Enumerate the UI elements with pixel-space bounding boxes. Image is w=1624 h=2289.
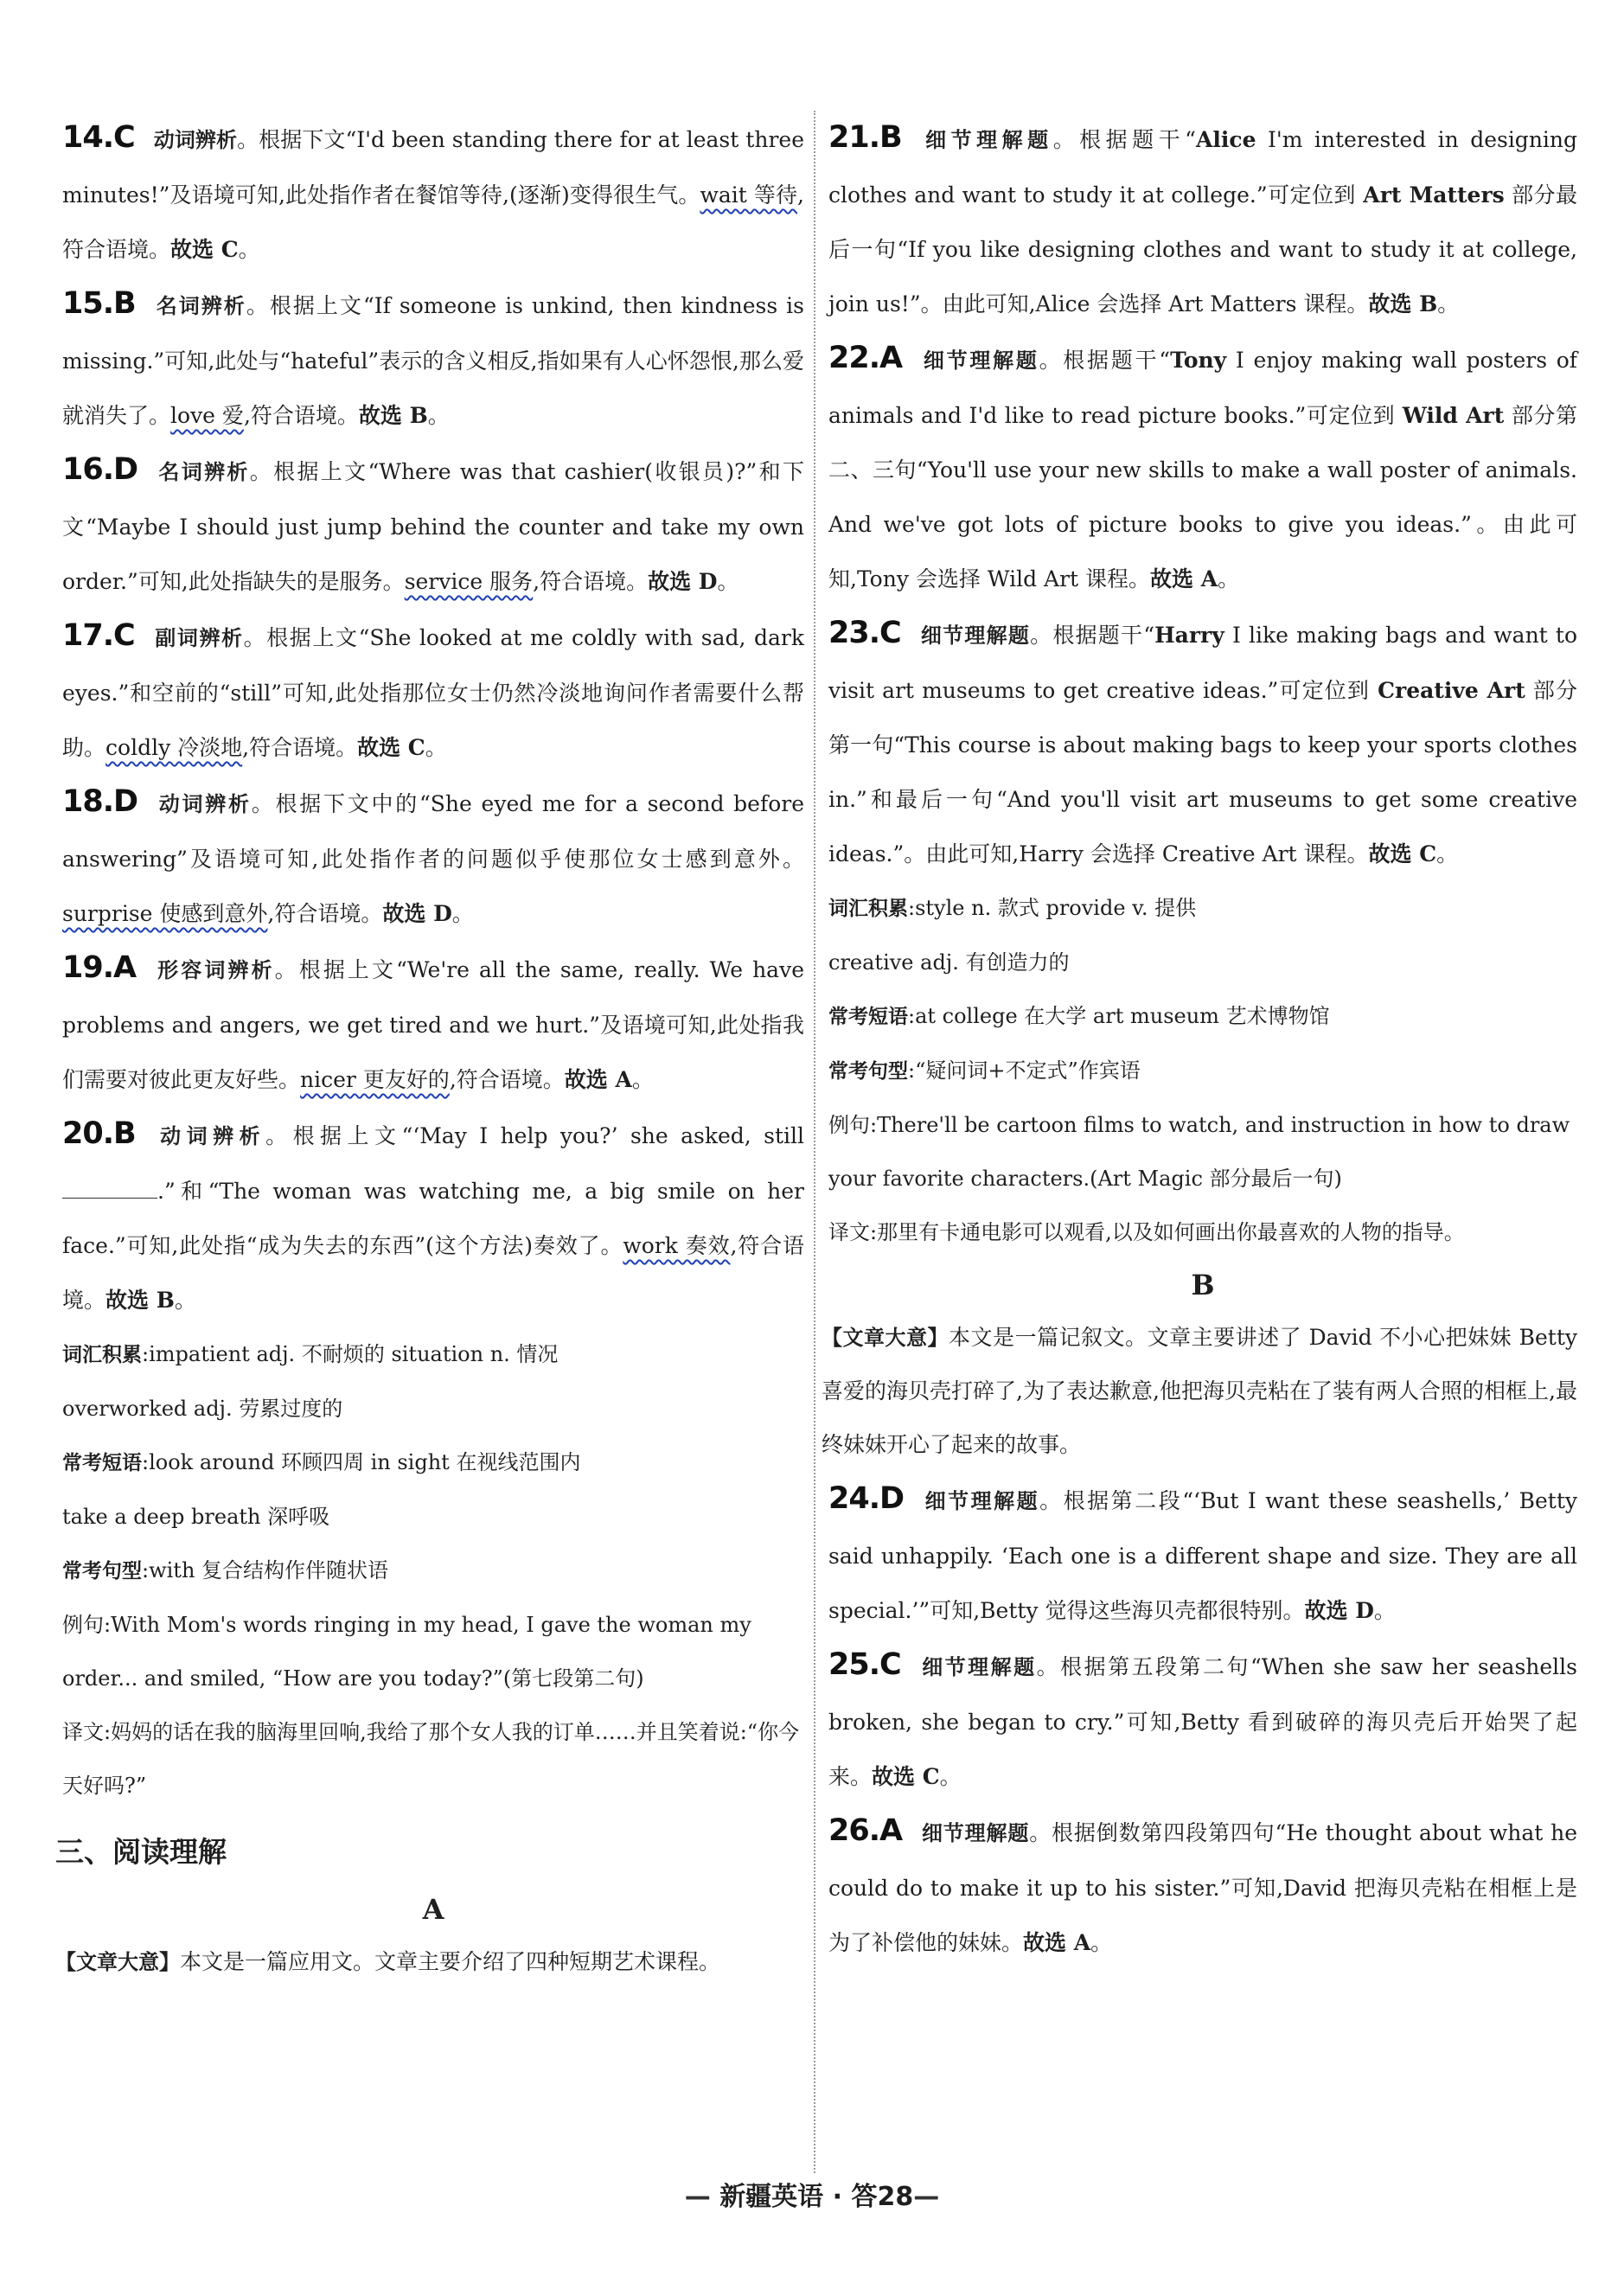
punct: 。 <box>939 1764 962 1789</box>
item-number: 15.B <box>62 286 136 321</box>
item-number: 19.A <box>62 950 137 985</box>
vocab-line <box>62 1598 804 1705</box>
vocab-line <box>828 936 1577 989</box>
item-type: 细节理解题 <box>921 348 1039 373</box>
vocab-line <box>62 1435 804 1490</box>
answer-item <box>62 941 804 1107</box>
punct: 。 <box>1373 1598 1396 1623</box>
answer-choice: 故选 D <box>648 569 718 594</box>
summary-text: 本文是一篇应用文。文章主要介绍了四种短期艺术课程。 <box>180 1949 721 1974</box>
vocab-text: 例句:With Mom's words ringing in my head, I gave the woman my order... and smiled, “How are you today?”(第七段第二句) <box>62 1613 751 1691</box>
passage-letter-a: A <box>422 1893 444 1926</box>
column-divider <box>814 111 815 2173</box>
item-type: 名词辨析 <box>154 294 246 318</box>
key-word: work 奏效 <box>623 1233 731 1258</box>
footer-dot: · <box>832 2182 843 2212</box>
answer-item <box>62 111 804 277</box>
vocab-line <box>828 1205 1577 1259</box>
answer-choice: 故选 D <box>1304 1598 1374 1623</box>
punct: 。 <box>631 1067 654 1092</box>
item-number: 26.A <box>828 1813 903 1848</box>
vocab-text: 译文:妈妈的话在我的脑海里回响,我给了那个女人我的订单……并且笑着说:“你今天好吗?” <box>62 1720 800 1798</box>
vocab-line <box>828 881 1577 936</box>
punct: 。 <box>717 569 739 594</box>
vocab-line <box>62 1490 804 1544</box>
key-word: surprise 使感到意外 <box>62 901 268 926</box>
answer-item <box>62 443 804 609</box>
vocab-label: 词汇积累 <box>62 1344 142 1366</box>
answer-item <box>828 1804 1577 1970</box>
answer-choice: 故选 B <box>105 1288 175 1313</box>
page-number: 答28 <box>851 2182 914 2212</box>
answer-choice: 故选 B <box>358 403 428 428</box>
item-text: .”和“The woman was watching me, a big smile on her face.”可知,此处指“成为失去的东西”(这个方法)奏效了。 <box>62 1179 804 1258</box>
punct: 。 <box>238 237 260 262</box>
vocab-line <box>828 1098 1577 1205</box>
answer-item-20 <box>62 1107 804 1327</box>
punct: 。 <box>174 1288 196 1313</box>
vocab-text: :style n. 款式 provide v. 提供 <box>908 896 1197 920</box>
item-number: 14.C <box>62 120 135 155</box>
course-name: Art Matters <box>1363 182 1505 208</box>
item-text: 。根据第二段“‘But I want these seashells,’ Betty said unhappily. ‘Each one is a different shape and size. They are all special.’”可知,Betty 觉得这些海贝壳都很特别。 <box>828 1488 1577 1623</box>
passage-letter-b: B <box>1191 1269 1215 1301</box>
answer-item <box>828 111 1577 331</box>
answer-item <box>62 277 804 443</box>
item-text: 。根据上文“Where was that cashier(收银员)?”和下文“Maybe I should just jump behind the counter and take my own order.”可知,此处指缺失的是服务。 <box>62 459 804 594</box>
answer-item <box>828 331 1577 606</box>
item-text: I enjoy making wall posters of animals and I'd like to read picture books.”可定位到 <box>828 348 1578 428</box>
answer-item <box>62 609 804 775</box>
item-number: 16.D <box>62 452 138 487</box>
vocab-text: overworked adj. 劳累过度的 <box>62 1397 343 1421</box>
person-name: Alice <box>1195 127 1256 152</box>
vocab-label: 常考句型 <box>62 1560 142 1582</box>
answer-item <box>828 1638 1577 1804</box>
item-text: 部分第二、三句“You'll use your new skills to make a wall poster of animals. And we've got lots of picture books to give you ideas.”。由此可知,Tony 会选择 Wild Art 课程。 <box>828 403 1577 591</box>
item-text: 。根据上文“If someone is unkind, then kindness is missing.”可知,此处与“hateful”表示的含义相反,指如果有人心怀怨恨,那么爱就消失了。 <box>62 293 804 428</box>
punct: 。 <box>1437 291 1460 316</box>
item-number: 22.A <box>828 341 903 375</box>
vocab-block-left <box>62 1327 804 1813</box>
vocab-text: :look around 环顾四周 in sight 在视线范围内 <box>142 1450 581 1474</box>
answer-choice: 故选 C <box>357 735 425 760</box>
answer-choice: 故选 C <box>1368 841 1437 866</box>
vocab-label: 常考短语 <box>62 1452 142 1474</box>
vocab-label: 词汇积累 <box>828 898 908 920</box>
punct: 。 <box>451 901 474 926</box>
item-text: 。根据第五段第二句“When she saw her seashells broken, she began to cry.”可知,Betty 看到破碎的海贝壳后开始哭了起来。 <box>828 1654 1577 1789</box>
vocab-line <box>62 1382 804 1435</box>
footer-subject: 新疆英语 <box>719 2182 824 2212</box>
vocab-text: 译文:那里有卡通电影可以观看,以及如何画出你最喜欢的人物的指导。 <box>828 1220 1465 1244</box>
item-number: 18.D <box>62 784 138 819</box>
punct: 。 <box>1218 566 1240 591</box>
vocab-text: 例句:There'll be cartoon films to watch, and instruction in how to draw your favorite characters.(Art Magic 部分最后一句) <box>828 1113 1570 1191</box>
vocab-text: :at college 在大学 art museum 艺术博物馆 <box>908 1004 1330 1028</box>
vocab-block-right <box>828 881 1577 1259</box>
punct: 。 <box>427 403 450 428</box>
section-title: 三、阅读理解 <box>55 1835 227 1869</box>
key-word: wait 等待 <box>700 182 798 208</box>
answer-choice: 故选 A <box>1023 1930 1091 1955</box>
item-text: 。根据上文“She looked at me coldly with sad, dark eyes.”和空前的“still”可知,此处指那位女士仍然冷淡地询问作者需要什么帮助。 <box>62 625 805 760</box>
footer-dash: — <box>684 2182 711 2212</box>
page-footer <box>0 2175 1624 2213</box>
course-name: Wild Art <box>1402 403 1505 428</box>
answer-choice: 故选 D <box>382 901 452 926</box>
punct: 。 <box>1436 841 1459 866</box>
answer-item <box>828 1472 1577 1638</box>
item-number: 21.B <box>828 120 902 155</box>
vocab-text: :impatient adj. 不耐烦的 situation n. 情况 <box>142 1342 559 1366</box>
vocab-line <box>62 1705 804 1813</box>
right-column <box>822 111 1578 1970</box>
left-column <box>55 111 805 1989</box>
vocab-text: take a deep breath 深呼吸 <box>62 1505 330 1529</box>
key-word: nicer 更友好的 <box>300 1067 450 1092</box>
item-text: ,符合语境。 <box>62 182 804 262</box>
summary-tag: 【文章大意】 <box>822 1326 949 1350</box>
item-number: 20.B <box>62 1116 136 1151</box>
summary-text: 本文是一篇记叙文。文章主要讲述了 David 不小心把妹妹 Betty 喜爱的海贝壳打碎了,为了表达歉意,他把海贝壳粘在了装有两人合照的相框上,最终妹妹开心了起来的故事。 <box>822 1325 1578 1457</box>
answer-choice: 故选 C <box>170 237 239 262</box>
item-number: 24.D <box>828 1481 905 1516</box>
answer-choice: 故选 A <box>564 1067 632 1092</box>
item-text: ,符合语境。 <box>62 1233 805 1313</box>
item-type: 副词辨析 <box>153 626 244 650</box>
course-name: Creative Art <box>1378 678 1525 703</box>
vocab-text: creative adj. 有创造力的 <box>828 950 1070 975</box>
item-type: 细节理解题 <box>921 1821 1030 1845</box>
item-text: 。根据上文“‘May I help you?’ she asked, still <box>265 1123 805 1148</box>
summary-a <box>55 1935 804 1989</box>
key-word: love 爱 <box>170 403 244 428</box>
item-text: I like making bags and want to visit art museums to get creative ideas.”可定位到 <box>828 623 1577 703</box>
item-text: 部分最后一句“If you like designing clothes and want to study it at college, join us!”。由此可知,Alice 会选择 Art Matters 课程。 <box>828 182 1578 316</box>
key-word: coldly 冷淡地 <box>105 735 243 760</box>
footer-dash: — <box>913 2182 940 2212</box>
item-text: ,符合语境。 <box>449 1067 565 1092</box>
vocab-label: 常考短语 <box>828 1006 908 1028</box>
vocab-line <box>828 989 1577 1044</box>
item-text: ,符合语境。 <box>242 735 358 760</box>
punct: 。 <box>1090 1930 1113 1955</box>
item-type: 细节理解题 <box>919 623 1031 648</box>
vocab-text: :with 复合结构作伴随状语 <box>142 1558 389 1582</box>
punct: 。 <box>425 735 447 760</box>
answer-choice: 故选 B <box>1368 291 1438 316</box>
item-type: 动词辨析 <box>153 128 238 152</box>
item-text: 。根据倒数第四段第四句“He thought about what he could do to make it up to his sister.”可知,David 把海贝壳粘在相框上是为了补偿他的妹妹。 <box>828 1820 1577 1955</box>
answer-choice: 故选 A <box>1150 566 1218 591</box>
vocab-text: :“疑问词+不定式”作宾语 <box>908 1058 1141 1083</box>
answer-item <box>62 775 804 941</box>
item-type: 动词辨析 <box>154 1124 266 1148</box>
item-number: 17.C <box>62 618 135 653</box>
vocab-label: 常考句型 <box>828 1060 908 1083</box>
person-name: Tony <box>1170 348 1227 373</box>
item-text: 部分第一句“This course is about making bags to keep your sports clothes in.”和最后一句“And you'll visit art museums to get some creative ideas.”。由此可知,Harry 会选择 Creative Art 课程。 <box>828 678 1577 866</box>
item-number: 23.C <box>828 616 901 650</box>
summary-b <box>822 1311 1577 1472</box>
item-text: ,符合语境。 <box>533 569 649 594</box>
item-type: 细节理解题 <box>919 1655 1037 1679</box>
item-text: 。根据下文中的“She eyed me for a second before answering”及语境可知,此处指作者的问题似乎使那位女士感到意外。 <box>62 791 804 872</box>
vocab-line <box>62 1327 804 1382</box>
summary-tag: 【文章大意】 <box>55 1950 180 1974</box>
person-name: Harry <box>1154 623 1224 648</box>
item-type: 细节理解题 <box>923 1489 1040 1513</box>
item-text: 。根据题干“ <box>1030 623 1155 648</box>
answer-choice: 故选 C <box>872 1764 940 1789</box>
item-type: 动词辨析 <box>157 792 252 816</box>
item-type: 名词辨析 <box>157 460 250 484</box>
item-text: I'm interested in designing clothes and want to study it at college.”可定位到 <box>828 127 1578 208</box>
item-text: 。根据题干“ <box>1052 127 1196 152</box>
item-type: 细节理解题 <box>920 128 1053 152</box>
item-text: 。根据上文“We're all the same, really. We have problems and angers, we get tired and we hurt.”及语境可知,此处指我们需要对彼此更友好些。 <box>62 957 804 1092</box>
item-number: 25.C <box>828 1647 901 1682</box>
item-type: 形容词辨析 <box>155 958 275 982</box>
item-text: 。根据题干“ <box>1039 348 1171 373</box>
vocab-line <box>62 1544 804 1598</box>
key-word: service 服务 <box>404 569 534 594</box>
answer-blank <box>62 1198 157 1199</box>
answer-item <box>828 606 1577 881</box>
item-text: 。根据下文“I'd been standing there for at least three minutes!”及语境可知,此处指作者在餐馆等待,(逐渐)变得很生气。 <box>62 127 805 208</box>
vocab-line <box>828 1044 1577 1098</box>
item-text: ,符合语境。 <box>267 901 383 926</box>
item-text: ,符合语境。 <box>243 403 359 428</box>
